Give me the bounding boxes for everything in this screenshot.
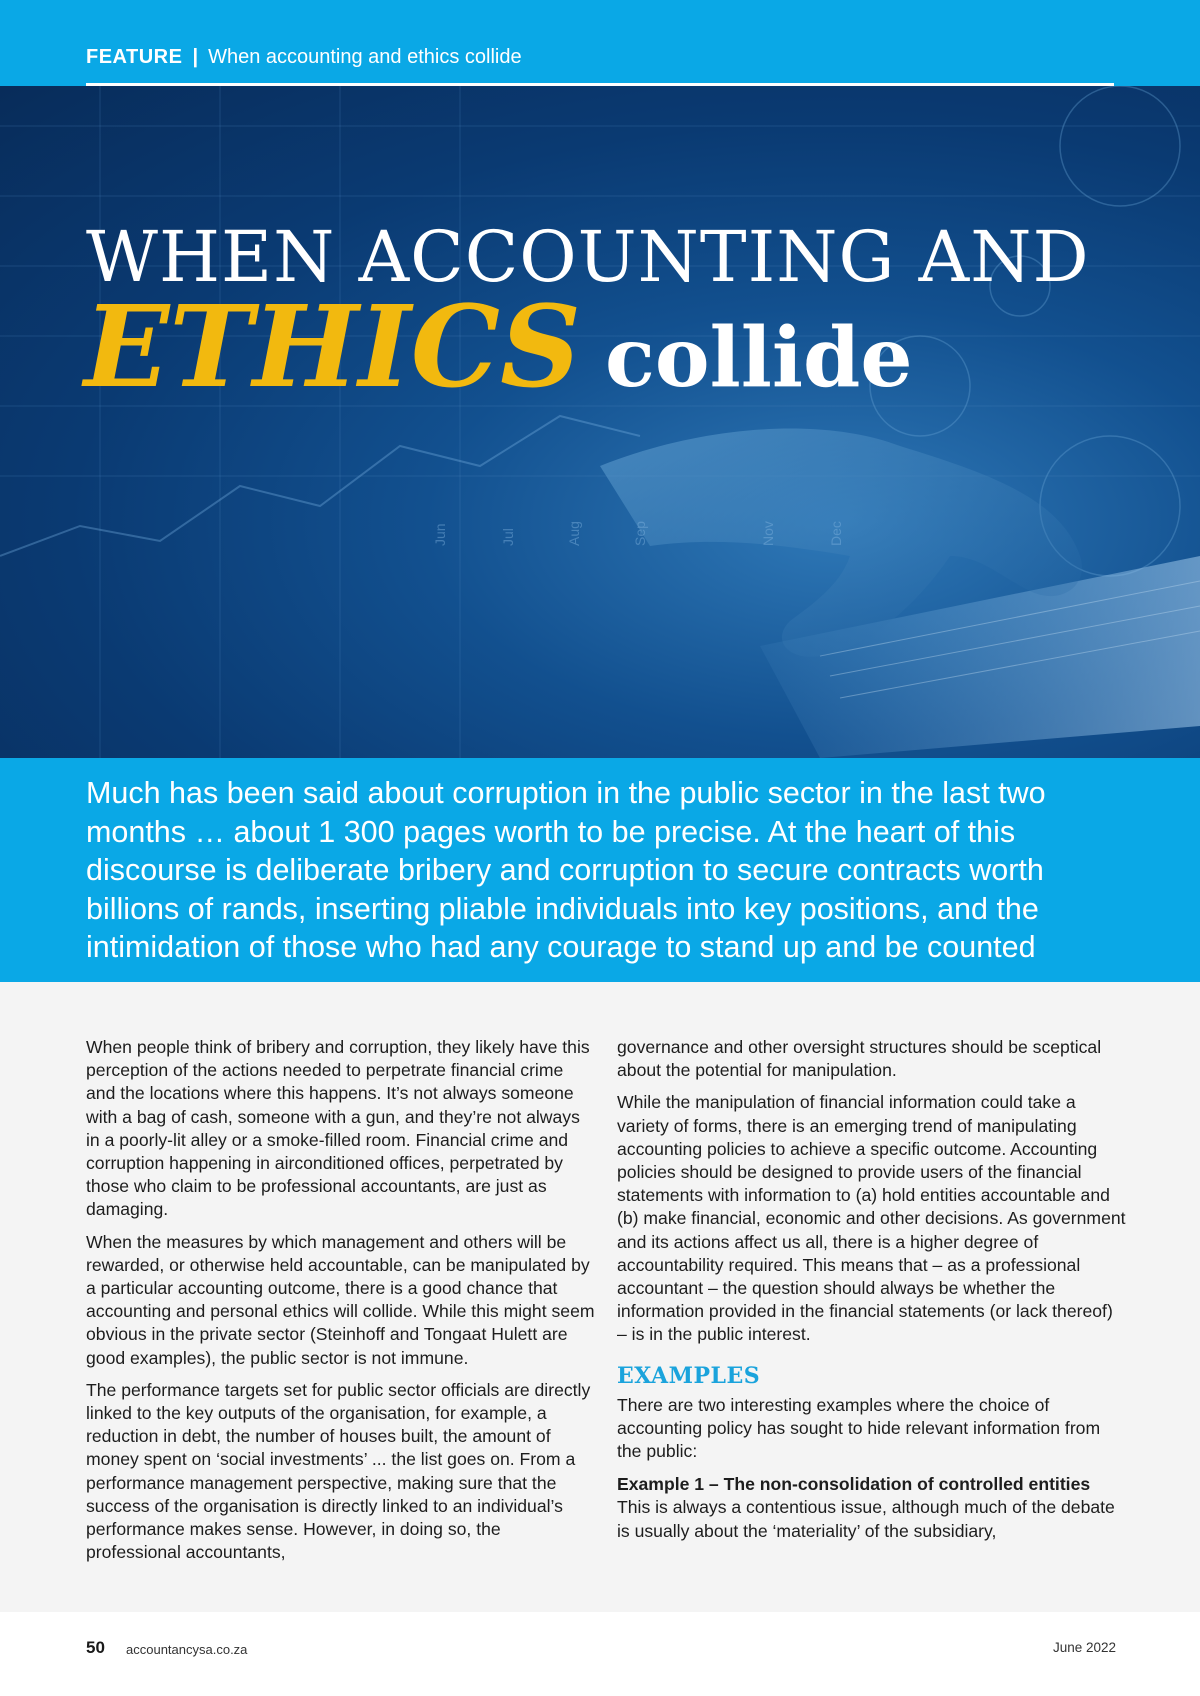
chart-month-label: Jul [500, 528, 516, 546]
hero-background-graphic [0, 86, 1200, 758]
section-title: When accounting and ethics collide [208, 46, 522, 68]
chart-month-label: Jun [432, 523, 448, 546]
body-paragraph: The performance targets set for public sector officials are directly linked to the key outputs of the organisation, for example, a reduction in debt, the number of houses built, the amount of money spent on ‘social investments’ ... the list goes on. From a performance management perspective, making sure that the success of the organisation is directly linked to an individual’s performance makes sense. However, in doing so, the professional accountants, [86, 1379, 591, 1563]
issue-date: June 2022 [1052, 1640, 1116, 1655]
intro-band [0, 758, 1200, 982]
chart-month-label: Nov [760, 521, 776, 546]
body-paragraph: While the manipulation of financial information could take a variety of forms, there is an emerging trend of manipulating accounting policies to achieve a specific outcome. Accounting policies should be designed to provide users of the financial statements with information to (a) hold entities accountable and (b) make financial, economic and other decisions. As government and its actions affect us all, there is a higher degree of accountability required. This means that – as a professional accountant – the question should always be whether the information provided in the financial statements (or lack thereof) – is in the public interest. [617, 1092, 1126, 1345]
page-footer [0, 1612, 1200, 1696]
body-paragraph: There are two interesting examples where the choice of accounting policy has sought to hide relevant information from the public: [617, 1394, 1101, 1462]
intro-text: Much has been said about corruption in the public sector in the last two months … about 1 300 pages worth to be precise. At the heart of this discourse is deliberate bribery and corruption to secure contracts worth billions of rands, inserting pliable individuals into key positions, and the intimidation of those who had any courage to stand up and be counted [86, 776, 1046, 964]
body-paragraph: When people think of bribery and corruption, they likely have this perception of the actions needed to perpetrate financial crime and the locations where this happens. It’s not always someone with a bag of cash, someone with a gun, and they’re not always in a poorly-lit alley or a smoke-filled room. Financial crime and corruption happening in airconditioned offices, perpetrated by those who claim to be professional accountants, are just as damaging. [86, 1037, 590, 1220]
chart-month-label: Sep [632, 521, 648, 546]
example-1-heading: Example 1 – The non-consolidation of controlled entities [617, 1474, 1091, 1495]
section-label [86, 46, 522, 69]
website-link[interactable]: accountancysa.co.za [126, 1642, 248, 1657]
hero-image [0, 86, 1200, 758]
section-name: FEATURE [86, 46, 183, 68]
headline-end-word: collide [604, 310, 913, 406]
body-paragraph: When the measures by which management and others will be rewarded, or otherwise held accountable, can be manipulated by a particular accounting outcome, there is a good chance that accounting and personal ethics will collide. While this might seem obvious in the private sector (Steinhoff and Tongaat Hulett are good examples), the public sector is not immune. [86, 1231, 595, 1368]
body-column-right [617, 1036, 1127, 1552]
headline-line-1: WHEN ACCOUNTING AND [86, 216, 1090, 298]
chart-month-label: Aug [566, 521, 582, 546]
section-separator: | [192, 46, 199, 68]
page-number: 50 [86, 1638, 105, 1657]
body-paragraph: This is always a contentious issue, although much of the debate is usually about the ‘materiality’ of the subsidiary, [617, 1497, 1115, 1541]
body-paragraph: governance and other oversight structures should be sceptical about the potential for manipulation. [617, 1037, 1102, 1081]
headline-highlight-word: ETHICS [84, 282, 581, 413]
examples-heading: EXAMPLES [617, 1362, 761, 1389]
body-column-left [86, 1036, 596, 1573]
header-bar [0, 0, 1200, 86]
chart-month-label: Dec [828, 521, 844, 546]
headline-line-2 [84, 282, 913, 413]
